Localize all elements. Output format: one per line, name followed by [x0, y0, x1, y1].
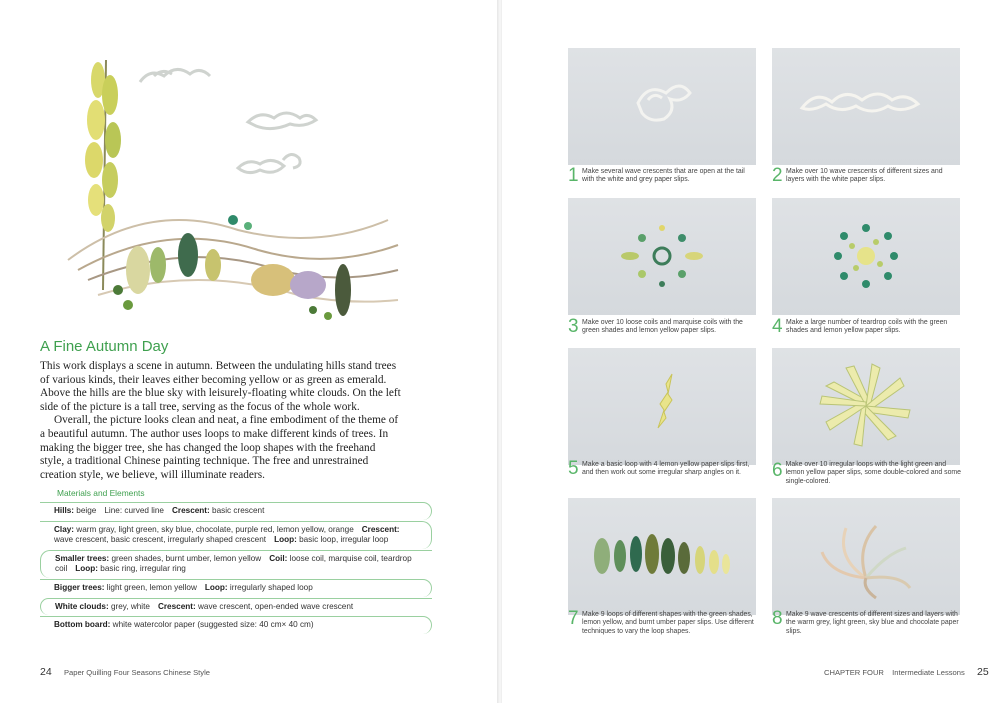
step-2-caption [772, 165, 962, 186]
material-value: wave crescent, open-ended wave crescent [195, 601, 354, 611]
step-8-caption [772, 608, 962, 636]
material-value: loose coil, marquise coil, teardrop coil [55, 553, 412, 574]
step-text: Make 9 wave crescents of different sizes and layers with the warm grey, light green, sky blue and chocolate paper slips. [786, 611, 959, 635]
material-value: basic ring, irregular ring [98, 564, 186, 574]
step-number: 1 [568, 165, 579, 186]
step-4-caption [772, 316, 962, 337]
step-number: 3 [568, 316, 579, 337]
material-key: Smaller trees: [55, 553, 110, 563]
material-key: Clay: [54, 524, 75, 534]
material-value: green shades, burnt umber, lemon yellow [109, 553, 262, 563]
material-key: Crescent: [171, 506, 210, 515]
step-number: 7 [568, 608, 579, 629]
page-number: 25 [977, 666, 989, 678]
material-key: Bottom board: [54, 620, 111, 630]
material-key: Bigger trees: [54, 582, 105, 592]
material-key: Coil: [269, 553, 288, 563]
material-key: Loop: [75, 564, 99, 574]
materials-item [40, 598, 432, 616]
step-1-photo [568, 48, 756, 165]
step-text: Make over 10 wave crescents of different sizes and layers with the white paper slips. [786, 168, 943, 184]
material-value: beige [74, 506, 97, 515]
right-page [502, 0, 1000, 703]
material-value: curved line [122, 506, 164, 515]
material-key: Hills: [54, 506, 75, 515]
material-value: white watercolor paper (suggested size: 40 cm× 40 cm) [110, 620, 314, 630]
step-2-photo [772, 48, 960, 165]
step-6-photo [772, 348, 960, 465]
paragraph: Overall, the picture looks clean and neat, a fine embodiment of the theme of a beautiful autumn. The author uses loops to make different kinds of trees. In making the bigger tree, she has changed the loop shapes with the freehand style, a traditional Chinese painting technique. The free and unrestrained creation style, we believe, will illuminate readers. [40, 414, 399, 481]
materials-item [40, 616, 432, 634]
material-key: Loop: [274, 535, 297, 545]
step-text: Make a basic loop with 4 lemon yellow paper slips first, and then work out some irregular sharp angles on it. [582, 461, 750, 477]
step-text: Make over 10 loose coils and marquise coils with the green shades and lemon yellow paper slips. [582, 319, 743, 335]
step-text: Make over 10 irregular loops with the light green and lemon yellow paper slips, some double-colored and some single-colored. [785, 461, 962, 485]
step-4-photo [772, 198, 960, 315]
step-5-photo [568, 348, 756, 465]
materials-list [40, 502, 432, 635]
materials-item [40, 579, 432, 597]
material-key: Crescent: [361, 524, 400, 534]
paragraph: This work displays a scene in autumn. Between the undulating hills stand trees of various kinds, their leaves either becoming yellow or as green as emerald. Above the hills are the blue sky with leisurely-floating white clouds. On the left side of the picture is a tall tree, serving as the focus of the whole work. [40, 360, 401, 413]
step-text: Make a large number of teardrop coils with the green shades and lemon yellow paper slips. [786, 319, 948, 335]
step-1-caption [568, 165, 758, 186]
article-title: A Fine Autumn Day [40, 338, 169, 355]
material-value: irregularly shaped loop [227, 582, 313, 592]
material-value: grey, white [108, 601, 150, 611]
material-value: basic loop, irregular loop [296, 535, 389, 545]
material-key: Loop: [204, 582, 228, 592]
step-number: 6 [772, 460, 783, 481]
step-6-caption [772, 461, 962, 486]
materials-heading: Materials and Elements [57, 488, 145, 498]
material-value: wave crescent, basic crescent, irregularly shaped crescent [54, 535, 267, 545]
running-footer: Paper Quilling Four Seasons Chinese Style [63, 668, 210, 677]
step-text: Make 9 loops of different shapes with the green shades, lemon yellow, and burnt umber paper slips. Use different techniques to vary the loop shapes. [582, 611, 754, 635]
material-value: warm gray, light green, sky blue, chocolate, purple red, lemon yellow, orange [74, 524, 354, 534]
step-number: 8 [772, 608, 783, 629]
step-number: 2 [772, 165, 783, 186]
left-page [0, 0, 498, 703]
right-footer [824, 666, 989, 678]
material-key: Line: [104, 506, 123, 515]
page-number: 24 [40, 666, 52, 678]
step-5-caption [568, 458, 758, 479]
step-number: 5 [568, 458, 579, 479]
step-8-photo [772, 498, 960, 615]
step-text: Make several wave crescents that are open at the tail with the white and grey paper slips. [582, 168, 745, 184]
left-footer [40, 666, 210, 678]
material-value: basic crescent [209, 506, 265, 515]
material-value: light green, lemon yellow [104, 582, 197, 592]
step-3-photo [568, 198, 756, 315]
material-key: White clouds: [55, 601, 109, 611]
materials-item [40, 521, 432, 549]
step-7-caption [568, 608, 758, 636]
chapter-label: CHAPTER FOUR [824, 668, 884, 677]
step-number: 4 [772, 316, 783, 337]
autumn-quilling-artwork [58, 40, 418, 330]
chapter-title: Intermediate Lessons [892, 668, 965, 677]
step-7-photo [568, 498, 756, 615]
article-body [40, 360, 402, 482]
material-key: Crescent: [157, 601, 196, 611]
step-3-caption [568, 316, 758, 337]
materials-item [40, 550, 432, 578]
materials-item [40, 502, 432, 520]
